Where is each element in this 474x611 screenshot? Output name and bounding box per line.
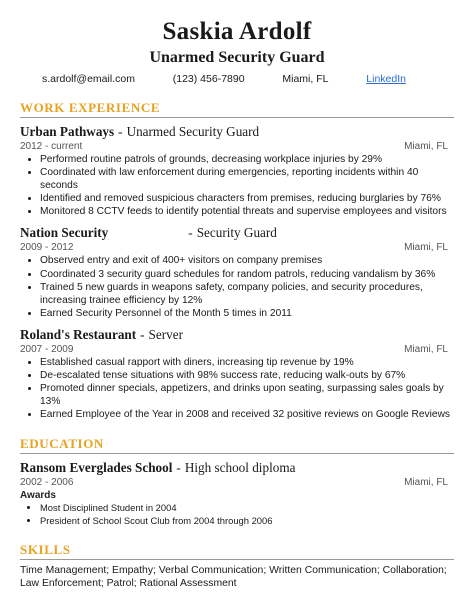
section-skills: SKILLS xyxy=(20,542,454,560)
list-item: • President of School Scout Club from 2004 through 2006 xyxy=(40,515,454,527)
job-dates: 2012 - current xyxy=(20,141,83,152)
list-item: • Promoted dinner specials, appetizers, and drinks upon seating, surpassing sales goals by 13% xyxy=(40,382,454,408)
job-dates: 2007 - 2009 xyxy=(20,343,74,355)
education-meta xyxy=(20,476,454,489)
education-heading: Ransom Everglades School - High school diploma xyxy=(20,460,296,476)
list-item: • Earned Employee of the Year in 2008 and received 32 positive reviews on Google Reviews xyxy=(40,408,454,421)
awards-list xyxy=(20,502,454,526)
job-dates: 2009 - 2012 xyxy=(20,242,74,254)
skills-text: Time Management; Empathy; Verbal Communication; Written Communication; Collaboration; Law Enforcement; Patrol; Rational Assessment xyxy=(20,564,447,590)
candidate-name: Saskia Ardolf xyxy=(162,18,312,45)
job-role: Security Guard xyxy=(196,225,277,241)
list-item: • Performed routine patrols of grounds, decreasing workplace injuries by 29% xyxy=(40,153,454,166)
job-entry xyxy=(20,123,454,218)
email[interactable]: s.ardolf@email.com xyxy=(42,73,135,85)
list-item: • Established casual rapport with diners, increasing tip revenue by 19% xyxy=(40,356,454,369)
degree: High school diploma xyxy=(184,460,296,476)
education-location: Miami, FL xyxy=(404,477,448,489)
job-location: Miami, FL xyxy=(404,343,448,355)
education-entry xyxy=(20,459,454,526)
section-education: EDUCATION xyxy=(20,436,454,454)
list-item: • Coordinated 3 security guard schedules for random patrols, reducing vandalism by 36% xyxy=(40,268,454,281)
job-meta xyxy=(20,140,454,153)
list-item: • Identified and removed suspicious characters from premises, reducing burglaries by 76% xyxy=(40,192,454,205)
job-bullets xyxy=(20,356,454,421)
job-entry xyxy=(20,326,454,421)
job-company: Roland's Restaurant xyxy=(20,326,137,342)
job-role: Unarmed Security Guard xyxy=(126,124,260,139)
candidate-title: Unarmed Security Guard xyxy=(149,49,325,66)
list-item: • Monitored 8 CCTV feeds to identify potential threats and supervise employees and visitors xyxy=(40,205,454,218)
job-role: Server xyxy=(148,326,183,342)
list-item: • Observed entry and exit of 400+ visitors on company premises xyxy=(40,254,454,267)
list-item: • Coordinated with law enforcement during emergencies, reporting incidents within 40 seconds xyxy=(40,166,454,192)
education-dates: 2002 - 2006 xyxy=(20,477,74,489)
awards-label: Awards xyxy=(20,490,56,502)
list-item: • Earned Security Personnel of the Month 5 times in 2011 xyxy=(40,307,454,320)
job-heading: Urban Pathways - Unarmed Security Guard xyxy=(20,124,260,139)
location: Miami, FL xyxy=(282,73,329,85)
job-location: Miami, FL xyxy=(404,141,448,152)
section-work-experience: WORK EXPERIENCE xyxy=(20,100,454,118)
job-heading: Nation Security - Security Guard xyxy=(20,225,277,241)
school-name: Ransom Everglades School xyxy=(20,460,173,476)
job-bullets xyxy=(20,254,454,319)
list-item: • Most Disciplined Student in 2004 xyxy=(40,502,454,514)
job-entry xyxy=(20,224,454,319)
contact-row xyxy=(20,72,454,86)
job-meta xyxy=(20,241,454,254)
list-item: • Trained 5 new guards in weapons safety, company policies, and security procedures, increasing trainee efficiency by 12% xyxy=(40,281,454,307)
job-heading: Roland's Restaurant - Server xyxy=(20,326,183,342)
job-bullets xyxy=(20,153,454,218)
job-meta xyxy=(20,343,454,356)
job-company: Nation Security xyxy=(20,225,109,241)
phone: (123) 456-7890 xyxy=(172,73,245,85)
job-location: Miami, FL xyxy=(404,242,448,254)
linkedin-link[interactable]: LinkedIn xyxy=(366,73,406,85)
job-company: Urban Pathways xyxy=(20,124,115,139)
list-item: • De-escalated tense situations with 98% success rate, reducing walk-outs by 67% xyxy=(40,369,454,382)
